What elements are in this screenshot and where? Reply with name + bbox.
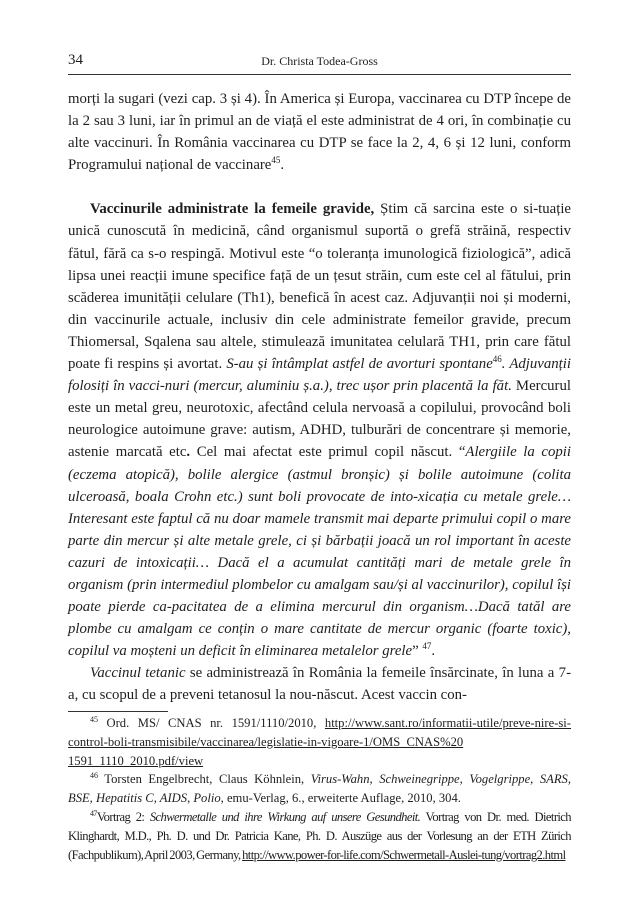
book-title: Vogelgrippe, SARS, BSE, Hepatitis C, AIDS [68,772,571,806]
footnote-link[interactable]: http://www.sant.ro/informatii-utile/preve-nire-si-control-boli-transmisibile/vaccinarea/legislatie-in-vigoare-1/OMS_CNAS%20 1591_1110_2010.pdf/view [68,716,571,768]
paragraph-text: Mercurul este un metal greu, neurotoxic, afectând celula nervoasă a copilului, provocând boli neurologice autoimune grave: autism, ADHD, tulburări de concentrare și memorie, astenie marcată etc [68,378,571,461]
footnote-text: Vortrag von Dr. med. Dietrich Klinghardt, M.D., Ph. D. und Dr. Patricia Kane, Ph. D. Auszüge aus der Vorlesung an der ETH Zürich (Fachpublikum), April 2003, Germany, [68,809,571,862]
footnote-46 [68,770,571,808]
italic-text: . Adjuvanții folosiți în vacci-nuri (mercur, aluminiu ș.a.), trec ușor prin placentă la făt. [68,356,571,395]
paragraph-end: . [431,643,436,660]
bold-period: . [186,444,191,461]
footnote-ref-45[interactable]: 45 [271,155,281,166]
paragraph-text: se administrează în România la femeile însărcinate, în luna a 7-a, cu scopul de a preveni tetanosul la nou-născut. Acest vaccin con- [68,665,571,704]
paragraph-end: . [280,157,285,174]
footnote-divider [68,711,168,712]
footnote-text: Ord. MS/ CNAS nr. 1591/1110/2010, [98,716,325,730]
paragraph-dtp-schedule [68,88,571,176]
paragraph-text: Știm că sarcina este o si-tuație unică cunoscută în medicină, când organismul suportă o grefă străină, respectiv fătul, fără ca s-o respingă. Motivul este “o toleranța imunologică fiziologică”, adică lipsa unei reacții imune specifice față de un țesut străin, cum este cel al fătului, prin scăderea imunității celulare (Th1), benefică în acest caz. Adjuvanții noi și moderni, din vaccinurile actuale, inclusiv din cele administrate femeilor gravide, precum Thiomersal, Sqalena sau altele, stimulează imunitatea celulară TH1, prin care fătul poate fi respins și avortat. [68,201,571,373]
footnote-number: 47 [90,808,97,818]
footnote-number: 45 [90,715,98,724]
footnote-ref-46[interactable]: 46 [492,354,502,365]
footnote-text: Torsten Engelbrecht, Claus Köhnlein, [98,772,311,787]
italic-term: Vaccinul tetanic [90,665,186,682]
footnote-45 [68,714,571,770]
footnote-text: , [459,772,470,787]
italic-text: S-au și întâmplat astfel de avorturi spontane [226,356,493,373]
footnote-number: 46 [90,771,98,781]
paragraph-tetanus-vaccine [68,662,571,706]
book-title: Virus-Wahn, Schweinegrippe [310,772,460,787]
page-number: 34 [68,52,83,68]
page-header [68,48,571,75]
paragraph-pregnant-vaccines [68,198,571,662]
footnote-text: Vortrag 2: [96,809,150,824]
footnote-text: , emu-Verlag, 6., erweiterte Auflage, 2010, 304. [220,791,461,806]
paragraph-text: morți la sugari (vezi cap. 3 și 4). În America și Europa, vaccinarea cu DTP începe de la 2 sau 3 luni, iar în primul an de viață el este administrat de 4 ori, în combinație cu alte vaccinuri. În România vaccinarea cu DTP se face la 2, 4, 6 și 12 luni, conform Programului național de vaccinare [68,91,571,174]
footnote-link[interactable]: http://www.power-for-life.com/Schwermetall-Auslei-tung/vortrag2.html [242,847,566,862]
paragraph-text: Cel mai afectat este primul copil născut. “ [190,444,466,461]
lecture-title: Schwermetalle und ihre Wirkung auf unsere Gesundheit. [149,809,421,824]
footnotes [68,714,571,864]
footnote-text: , [187,791,194,806]
quotation-close: ” [412,643,423,660]
footnote-47 [68,808,571,864]
footnote-ref-47[interactable]: 47 [422,641,432,652]
section-heading-pregnant-vaccines: Vaccinurile administrate la femeile gravide, [90,201,375,218]
quotation: Alergiile la copii (eczema atopică), bolile alergice (astmul bronșic) și bolile autoimune (colita ulceroasă, boala Crohn etc.) sunt boli provocate de into-xicația cu metale grele…Interesant este faptul că nu doar mamele transmit mai departe primului copil o mare parte din mercur și alte metale grele, ci și bărbații joacă un rol important în aceste cazuri de intoxicații… Dacă el a acumulat cantități mari de metale grele în organism (prin intermediul plombelor cu amalgam sau/și al vaccinurilor), copilul își poate pierde ca-pacitatea de a elimina mercurul din organism…Dacă tatăl are plombe cu amalgam ce conțin o mare cantitate de mercur organic (foarte toxic), copilul va moșteni un deficit în eliminarea metalelor grele [68,444,571,660]
running-head: Dr. Christa Todea-Gross [261,54,378,68]
book-title: Polio [193,791,221,806]
body-text [68,88,571,707]
